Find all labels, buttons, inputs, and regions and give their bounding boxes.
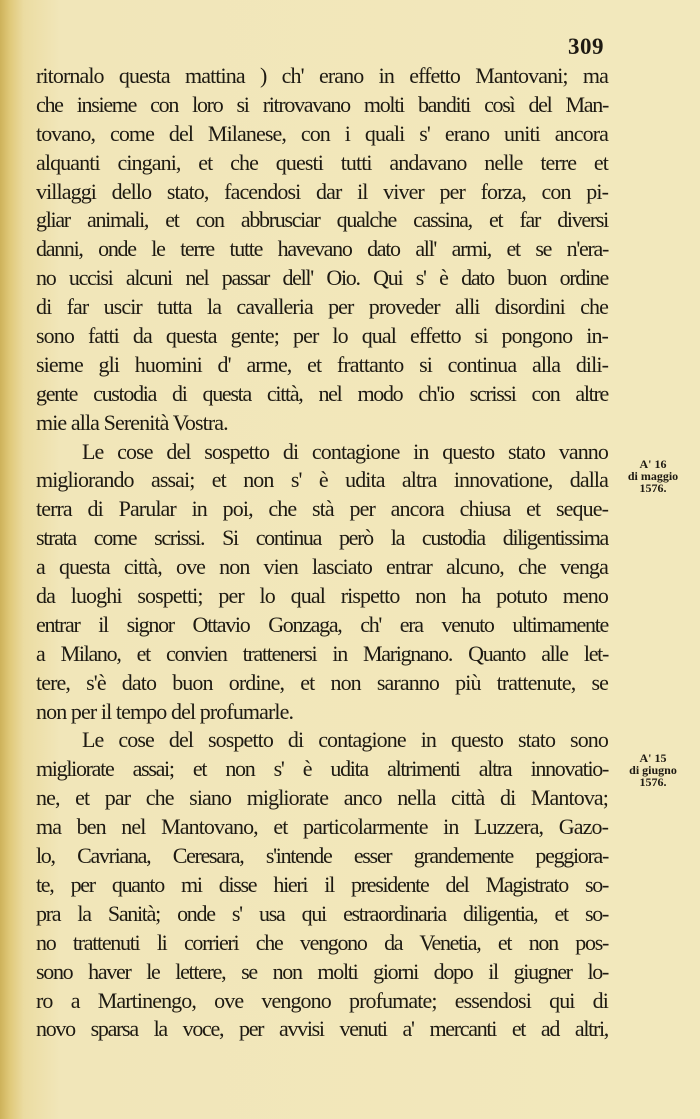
text-line: terra di Parular in poi, che stà per ancora chiusa et seque- [36,496,608,522]
text-line: gliar animali, et con abbrusciar qualche cassina, et far diversi [36,207,608,233]
text-line: che insieme con loro si ritrovavano molti banditi così del Man- [36,91,608,117]
margin-date-note [620,458,686,494]
margin-note-day: A' 16 [639,457,667,471]
text-line: lo, Cavriana, Ceresara, s'intende esser grandemente peggiora- [36,843,608,869]
text-line: sono haver le lettere, se non molti giorni dopo il giugner lo- [36,958,608,984]
margin-note-year: 1576. [639,481,667,495]
text-line: danni, onde le terre tutte havevano dato all' armi, et se n'era- [36,236,608,262]
text-line: da luoghi sospetti; per lo qual rispetto non ha potuto meno [36,583,608,609]
text-line: sieme gli huomini d' arme, et frattanto si continua alla dili- [36,351,608,377]
text-line: ritornalo questa mattina ) ch' erano in effetto Mantovani; ma [36,63,608,88]
margin-date-note [620,752,686,788]
text-line: migliorate assai; et non s' è udita altrimenti altra innovatio- [36,756,608,782]
text-line: a Milano, et convien trattenersi in Marignano. Quanto alle let- [36,640,608,666]
text-line: migliorando assai; et non s' è udita altra innovatione, dalla [36,467,608,493]
text-line: non per il tempo del profumarle. [36,698,294,724]
text-line: pra la Sanità; onde s' usa qui estraordinaria diligentia, et so- [36,900,608,926]
text-line: tovano, come del Milanese, con i quali s' erano uniti ancora [36,120,608,146]
text-line: entrar il signor Ottavio Gonzaga, ch' era venuto ultimamente [36,611,608,637]
text-line: di far uscir tutta la cavalleria per proveder alli disordini che [36,294,608,320]
text-line: novo sparsa la voce, per avvisi venuti a' mercanti et ad altri, [36,1016,608,1042]
text-line: ma ben nel Mantovano, et particolarmente in Luzzera, Gazo- [36,814,608,840]
margin-note-year: 1576. [639,775,667,789]
margin-note-month: di giugno [629,763,677,777]
text-line: no trattenuti li corrieri che vengono da Venetia, et non pos- [36,929,608,955]
text-line: villaggi dello stato, facendosi dar il viver per forza, con pi- [36,178,608,204]
text-line: tere, s'è dato buon ordine, et non saranno più trattenute, se [36,669,608,695]
text-line: ro a Martinengo, ove vengono profumate; essendosi qui di [36,987,608,1013]
text-line: no uccisi alcuni nel passar dell' Oio. Qui s' è dato buon ordine [36,265,608,291]
text-line: sono fatti da questa gente; per lo qual effetto si pongono in- [36,323,608,349]
text-line: ne, et par che siano migliorate anco nella città di Mantova; [36,785,608,811]
margin-note-month: di maggio [627,469,679,483]
text-line: a questa città, ove non vien lasciato entrar alcuno, che venga [36,554,608,580]
margin-note-day: A' 15 [639,751,667,765]
text-line: te, per quanto mi disse hieri il presidente del Magistrato so- [36,871,608,897]
text-line: strata come scrissi. Si continua però la custodia diligentissima [36,525,608,551]
text-line: mie alla Serenità Vostra. [36,409,228,435]
text-line: gente custodia di questa città, nel modo ch'io scrissi con altre [36,380,608,406]
text-line: alquanti cingani, et che questi tutti andavano nelle terre et [36,149,608,175]
body-text [36,62,608,1044]
text-line: Le cose del sospetto di contagione in questo stato vanno [82,438,608,464]
text-line: Le cose del sospetto di contagione in questo stato sono [82,727,608,753]
page-number: 309 [568,34,604,59]
